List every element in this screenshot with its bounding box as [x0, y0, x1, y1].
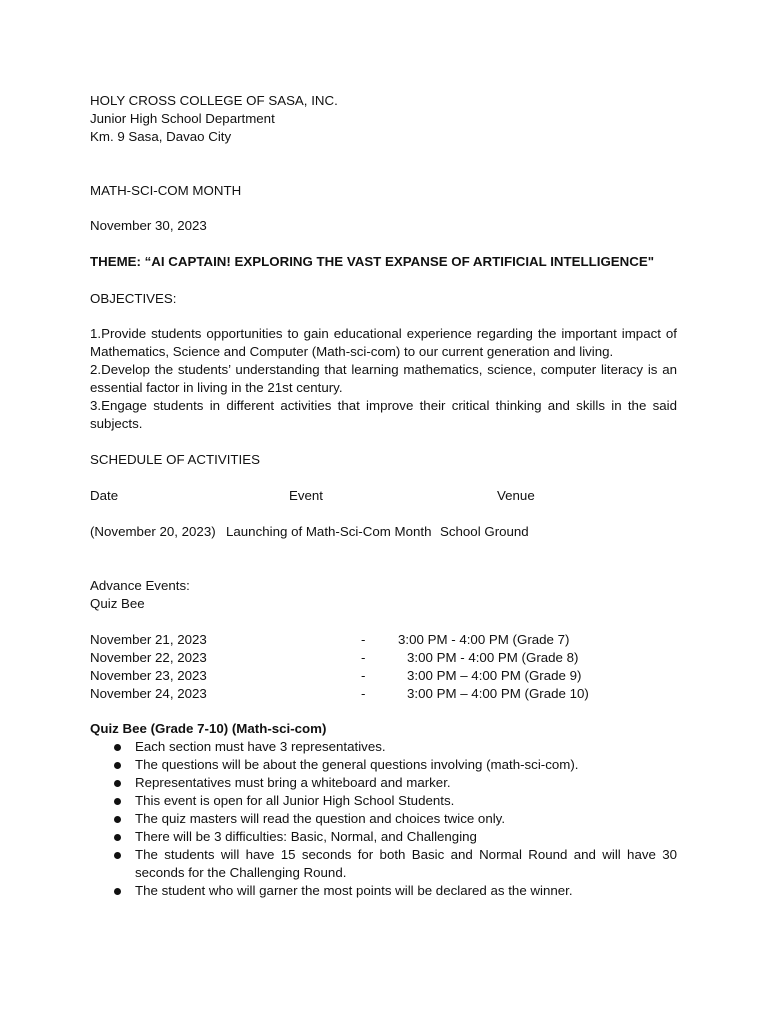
- column-header-event: Event: [289, 488, 324, 503]
- separator-dash: -: [361, 668, 366, 683]
- list-item: [90, 882, 677, 900]
- quiz-date: November 22, 2023: [90, 650, 207, 665]
- quiz-time: 3:00 PM - 4:00 PM (Grade 7): [398, 632, 570, 647]
- rule-text: This event is open for all Junior High School Students.: [135, 793, 455, 808]
- objective-item: 3.Engage students in different activities that improve their critical thinking and skills in the said subjects.: [90, 398, 677, 431]
- launch-event: Launching of Math-Sci-Com Month: [226, 524, 432, 539]
- advance-events-heading: Advance Events:: [90, 578, 190, 593]
- rule-text: The questions will be about the general questions involving (math-sci-com).: [135, 757, 579, 772]
- quiz-time: 3:00 PM – 4:00 PM (Grade 9): [407, 668, 582, 683]
- rule-text: Each section must have 3 representatives.: [135, 739, 386, 754]
- list-item: [90, 774, 677, 792]
- bullet-icon: [114, 744, 121, 751]
- quiz-date: November 21, 2023: [90, 632, 207, 647]
- column-header-venue: Venue: [497, 488, 535, 503]
- rule-text: The student who will garner the most points will be declared as the winner.: [135, 883, 573, 898]
- schedule-heading: SCHEDULE OF ACTIVITIES: [90, 452, 260, 467]
- list-item: [90, 756, 677, 774]
- list-item: [90, 810, 677, 828]
- bullet-icon: [114, 816, 121, 823]
- launch-date: (November 20, 2023): [90, 524, 216, 539]
- objectives-heading: OBJECTIVES:: [90, 291, 177, 306]
- event-title: MATH-SCI-COM MONTH: [90, 183, 242, 198]
- list-item: [90, 828, 677, 846]
- school-address: Km. 9 Sasa, Davao City: [90, 129, 232, 144]
- rule-text: The students will have 15 seconds for both Basic and Normal Round and will have 30 seconds for the Challenging Round.: [135, 847, 677, 880]
- document-date: November 30, 2023: [90, 218, 207, 233]
- quiz-time: 3:00 PM – 4:00 PM (Grade 10): [407, 686, 589, 701]
- rule-text: There will be 3 difficulties: Basic, Normal, and Challenging: [135, 829, 477, 844]
- rule-text: Representatives must bring a whiteboard and marker.: [135, 775, 451, 790]
- bullet-icon: [114, 852, 121, 859]
- quiz-date: November 24, 2023: [90, 686, 207, 701]
- objective-item: 2.Develop the students’ understanding that learning mathematics, science, computer literacy is an essential factor in living in the 21st century.: [90, 362, 677, 395]
- column-header-date: Date: [90, 488, 119, 503]
- department-name: Junior High School Department: [90, 111, 275, 126]
- school-name: HOLY CROSS COLLEGE OF SASA, INC.: [90, 93, 338, 108]
- quiz-rules-list: [90, 738, 677, 900]
- quiz-date: November 23, 2023: [90, 668, 207, 683]
- theme-line: THEME: “AI CAPTAIN! EXPLORING THE VAST EXPANSE OF ARTIFICIAL INTELLIGENCE": [90, 254, 655, 269]
- advance-event-name: Quiz Bee: [90, 596, 145, 611]
- rule-text: The quiz masters will read the question and choices twice only.: [135, 811, 506, 826]
- list-item: [90, 792, 677, 810]
- bullet-icon: [114, 888, 121, 895]
- launch-venue: School Ground: [440, 524, 529, 539]
- list-item: [90, 738, 677, 756]
- bullet-icon: [114, 834, 121, 841]
- separator-dash: -: [361, 632, 366, 647]
- quiz-rules-heading: Quiz Bee (Grade 7-10) (Math-sci-com): [90, 721, 327, 736]
- bullet-icon: [114, 762, 121, 769]
- bullet-icon: [114, 798, 121, 805]
- list-item: [90, 846, 677, 882]
- separator-dash: -: [361, 686, 366, 701]
- bullet-icon: [114, 780, 121, 787]
- objective-item: 1.Provide students opportunities to gain educational experience regarding the important impact of Mathematics, Science and Computer (Math-sci-com) to our current generation and living.: [90, 326, 677, 359]
- quiz-time: 3:00 PM - 4:00 PM (Grade 8): [407, 650, 579, 665]
- separator-dash: -: [361, 650, 366, 665]
